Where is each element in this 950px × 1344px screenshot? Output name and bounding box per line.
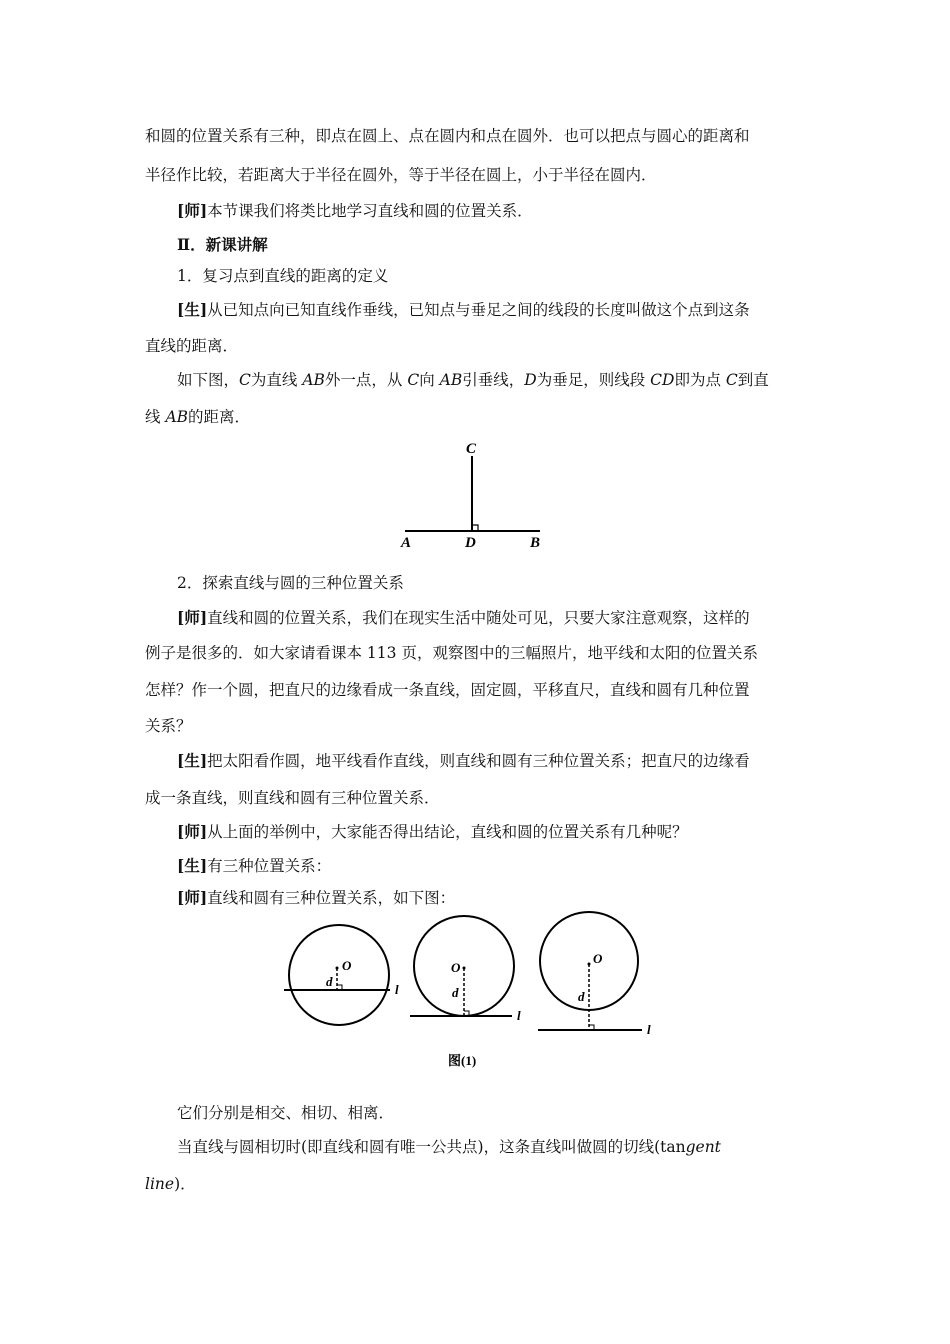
item-heading: 1．复习点到直线的距离的定义 xyxy=(177,267,389,285)
text: 从已知点向已知直线作垂线，已知点与垂足之间的线段的长度叫做这个点到这条 xyxy=(207,301,750,319)
circle xyxy=(289,925,389,1025)
t: 外一点，从 xyxy=(324,371,408,389)
speaker-tag: [师] xyxy=(177,608,208,627)
text-line xyxy=(177,370,810,390)
var: C xyxy=(407,371,420,389)
t: 线 xyxy=(145,408,166,426)
text: 本节课我们将类比地学习直线和圆的位置关系． xyxy=(207,202,533,220)
center-dot xyxy=(463,967,466,970)
text: 把太阳看作圆，地平线看作直线，则直线和圆有三种位置关系；把直尺的边缘看 xyxy=(207,752,750,770)
t: 如下图， xyxy=(177,371,240,389)
text: 直线和圆有三种位置关系，如下图： xyxy=(207,889,456,907)
t: 为直线 xyxy=(250,371,303,389)
text-line: 例子是很多的．如大家请看课本 113 页，观察图中的三幅照片，地平线和太阳的位置关系 xyxy=(145,644,758,662)
var: AB xyxy=(439,371,463,389)
text-line: 它们分别是相交、相切、相离． xyxy=(177,1104,395,1122)
text: 直线和圆的位置关系，我们在现实生活中随处可见，只要大家注意观察，这样的 xyxy=(207,609,750,627)
right-angle-mark xyxy=(464,1011,469,1016)
teacher-line xyxy=(177,201,810,221)
text-line: 直线的距离． xyxy=(145,337,239,355)
circle xyxy=(540,912,638,1010)
text-line: 怎样？作一个圆，把直尺的边缘看成一条直线，固定圆，平移直尺，直线和圆有几种位置 xyxy=(145,681,750,699)
var: C xyxy=(239,371,251,389)
t: 到直 xyxy=(737,371,769,389)
speaker-tag: [生] xyxy=(177,856,208,875)
t: 引垂线， xyxy=(462,371,525,389)
teacher-line xyxy=(177,608,810,628)
speaker-tag: [生] xyxy=(177,751,208,770)
var: AB xyxy=(165,408,189,426)
section-heading: Ⅱ．新课讲解 xyxy=(177,235,268,254)
text-line: 成一条直线，则直线和圆有三种位置关系． xyxy=(145,789,440,807)
label-b: B xyxy=(530,535,541,551)
student-line xyxy=(177,856,810,876)
text-line xyxy=(145,407,810,427)
right-angle-mark xyxy=(472,525,478,531)
figure-caption: 图(1) xyxy=(448,1053,477,1068)
speaker-tag: [生] xyxy=(177,300,208,319)
text-line: 半径作比较，若距离大于半径在圆外，等于半径在圆上，小于半径在圆内． xyxy=(145,166,657,184)
label-d: d xyxy=(452,985,459,1000)
right-angle-mark xyxy=(337,985,342,990)
term: line xyxy=(145,1175,175,1193)
intersecting-case xyxy=(284,925,399,1025)
text: 从上面的举例中，大家能否得出结论，直线和圆的位置关系有几种呢？ xyxy=(207,823,688,841)
text: 当直线与圆相切时(即直线和圆有唯一公共点)，这条直线叫做圆的切线(tan xyxy=(177,1138,686,1156)
item-heading: 2．探索直线与圆的三种位置关系 xyxy=(177,574,404,592)
t: 向 xyxy=(419,371,440,389)
label-o: O xyxy=(593,951,603,966)
speaker-tag: [师] xyxy=(177,888,208,907)
teacher-line xyxy=(177,888,810,908)
label-d: D xyxy=(465,535,476,551)
text-line xyxy=(145,1174,810,1194)
tangent-case xyxy=(410,916,521,1023)
label-l: l xyxy=(647,1022,651,1037)
term: gent xyxy=(685,1138,721,1156)
label-l: l xyxy=(517,1008,521,1023)
label-c: C xyxy=(466,441,477,457)
speaker-tag: [师] xyxy=(177,822,208,841)
student-line xyxy=(177,751,810,771)
label-d: d xyxy=(326,974,333,989)
var: D xyxy=(524,371,537,389)
center-dot xyxy=(588,963,591,966)
text: )． xyxy=(174,1175,196,1193)
center-dot xyxy=(336,967,339,970)
label-l: l xyxy=(395,982,399,997)
right-angle-mark xyxy=(589,1025,594,1030)
speaker-tag: [师] xyxy=(177,201,208,220)
label-a: A xyxy=(401,535,412,551)
t: 即为点 xyxy=(674,371,726,389)
var: C xyxy=(725,371,738,389)
t: 为垂足，则线段 xyxy=(536,371,651,389)
text-line xyxy=(177,1137,810,1157)
text-line: 和圆的位置关系有三种，即点在圆上、点在圆内和点在圆外．也可以把点与圆心的距离和 xyxy=(145,127,750,145)
label-o: O xyxy=(342,958,352,973)
text-line: 关系？ xyxy=(145,717,192,735)
circle xyxy=(414,916,514,1016)
separate-case xyxy=(538,912,651,1037)
var: AB xyxy=(302,371,325,389)
text: 有三种位置关系： xyxy=(207,857,332,875)
t: 的距离． xyxy=(188,408,251,426)
student-line xyxy=(177,300,810,320)
label-d: d xyxy=(578,989,585,1004)
label-o: O xyxy=(451,960,461,975)
teacher-line xyxy=(177,822,810,842)
var: CD xyxy=(650,371,675,389)
